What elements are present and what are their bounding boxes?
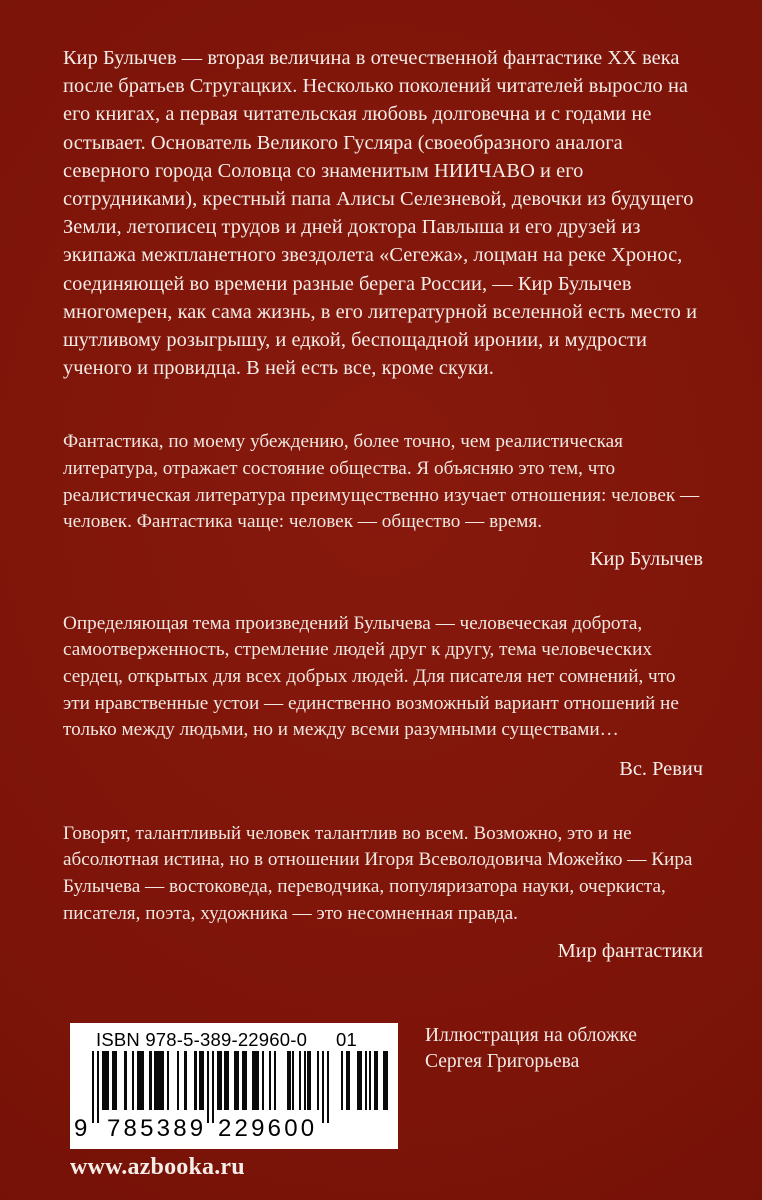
barcode-bars-addon (341, 1051, 388, 1123)
publisher-website[interactable]: www.azbooka.ru (70, 1154, 245, 1180)
quote-block-2 (63, 611, 703, 782)
credit-line-2: Сергея Григорьева (425, 1051, 580, 1072)
quote-attribution: Кир Булычев (589, 547, 703, 570)
cover-footer (0, 1012, 762, 1200)
isbn-barcode (70, 1023, 398, 1149)
intro-paragraph: Кир Булычев — вторая величина в отечественной фантастике XX века после братьев Стругацких. Несколько поколений читателей выросло на его книгах, а первая читательская любовь долговечна и с годами не остывает. Основатель Великого Гусляра (своеобразного аналога северного города Соловца со знаменитым НИИЧАВО и его сотрудниками), крестный папа Алисы Селезневой, девочки из будущего Земли, летописец трудов и дней доктора Павлыша и его друзей из экипажа межпланетного звездолета «Сегежа», лоцман на реке Хронос, соединяющей во времени разные берега России, — Кир Булычев многомерен, как сама жизнь, в его литературной вселенной есть место и шутливому розыгрышу, и едкой, беспощадной иронии, и мудрости ученого и провидца. В ней есть все, кроме скуки. (63, 47, 698, 380)
quote-attribution: Вс. Ревич (619, 757, 703, 780)
credit-line-1: Иллюстрация на обложке (425, 1025, 637, 1046)
ean-left-group: 785389 (107, 1115, 207, 1142)
quote-text: Фантастика, по моему убеждению, более точно, чем реалистическая литература, отражает состояние общества. Я объясняю это тем, что реалистическая литература преимущественно изучает отношения: человек — человек. Фантастика чаще: человек — общество — время. (63, 431, 700, 533)
quote-block-3 (63, 821, 703, 964)
isbn-label: ISBN 978-5-389-22960-0 (96, 1029, 308, 1050)
isbn-row (70, 1029, 398, 1051)
quote-block-1 (63, 429, 703, 571)
quote-attribution: Мир фантастики (557, 940, 703, 963)
barcode-digits (70, 1115, 340, 1143)
ean-right-group: 229600 (218, 1115, 318, 1142)
cover-illustration-credit (425, 1023, 637, 1075)
barcode-bars-main (92, 1051, 329, 1123)
quote-text: Определяющая тема произведений Булычева — человеческая доброта, самоотверженность, стремление людей друг к другу, тема человеческих сердец, открытых для всех добрых людей. Для писателя нет сомнений, что эти нравственные устои — единственно возможный вариант отношений не только между людьми, но и между всеми разумными существами… (63, 612, 679, 741)
cover-text-content (63, 44, 703, 964)
ean-lead-digit: 9 (74, 1115, 88, 1142)
quote-text: Говорят, талантливый человек талантлив во всем. Возможно, это и не абсолютная истина, но в отношении Игоря Всеволодовича Можейко — Кира Булычева — востоковеда, переводчика, популяризатора науки, очеркиста, писателя, поэта, художника — это несомненная правда. (63, 822, 693, 924)
barcode-addon-label: 01 (336, 1029, 357, 1050)
